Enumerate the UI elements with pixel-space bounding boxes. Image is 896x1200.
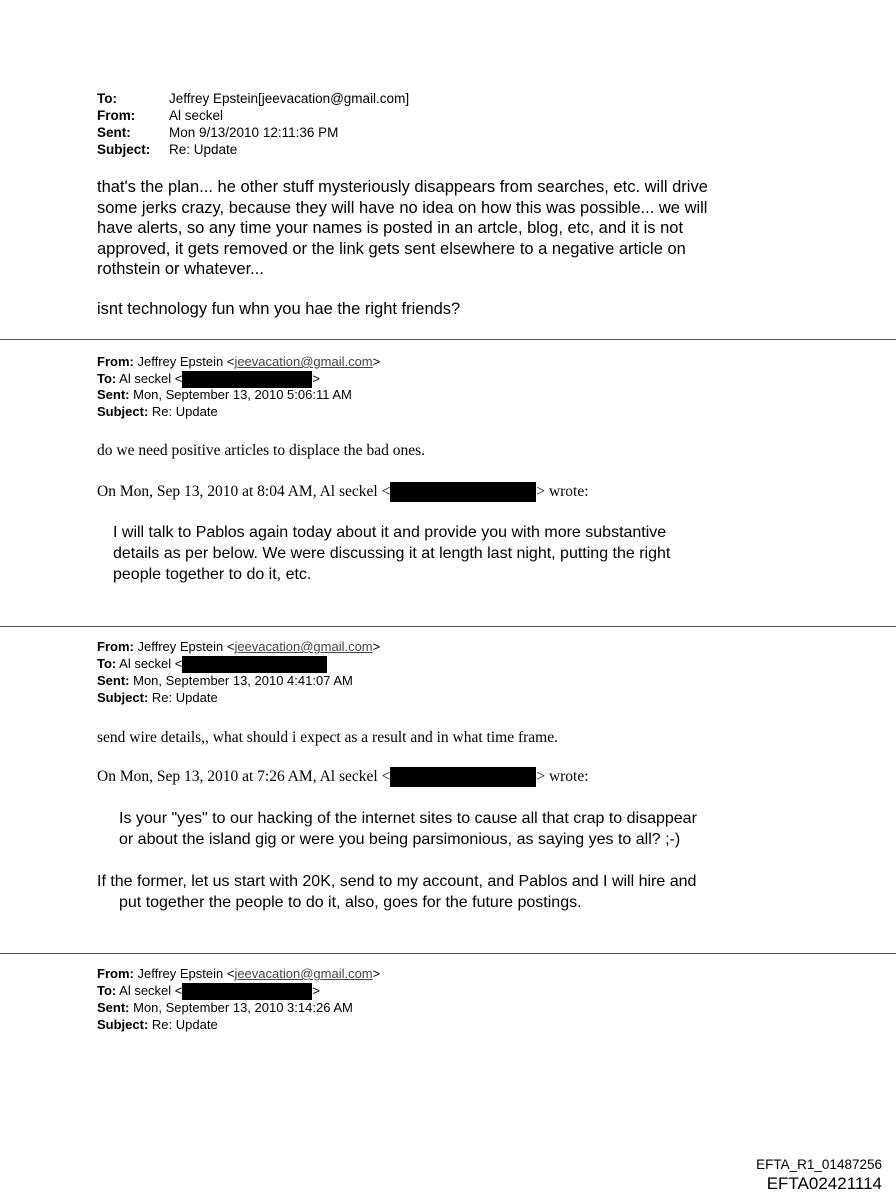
to-value: Jeffrey Epstein[jeevacation@gmail.com] xyxy=(169,91,410,106)
footer-id-1: EFTA_R1_01487256 xyxy=(756,1157,882,1172)
msg3-from-row xyxy=(97,638,380,655)
msg3-to-row xyxy=(97,655,327,673)
sent-value: Mon, September 13, 2010 5:06:11 AM xyxy=(133,387,352,402)
to-label: To: xyxy=(97,983,117,998)
from-name: Jeffrey Epstein < xyxy=(137,354,235,369)
sent-value: Mon, September 13, 2010 4:41:07 AM xyxy=(133,673,353,688)
subject-value: Re: Update xyxy=(151,404,218,419)
para-line: put together the people to do it, also, goes for the future postings. xyxy=(119,894,582,911)
msg3-para xyxy=(97,871,696,913)
from-value: Al seckel xyxy=(169,108,224,123)
quote-line: I will talk to Pablos again today about it and provide you with more substantive xyxy=(113,524,667,541)
divider xyxy=(0,626,896,627)
to-name: Al seckel < xyxy=(119,656,183,671)
msg1-sent-row xyxy=(97,124,338,141)
msg3-body: send wire details,, what should i expect as a result and in what time frame. xyxy=(97,729,558,746)
from-email-link[interactable]: jeevacation@gmail.com xyxy=(234,639,373,654)
wrote-prefix: On Mon, Sep 13, 2010 at 7:26 AM, Al seckel < xyxy=(97,768,391,785)
from-close: > xyxy=(372,966,381,981)
wrote-suffix: > wrote: xyxy=(536,768,589,785)
to-label: To: xyxy=(97,371,117,386)
from-label: From: xyxy=(97,966,134,981)
from-label: From: xyxy=(97,639,134,654)
to-close: > xyxy=(312,371,320,386)
divider xyxy=(0,953,896,954)
to-name: Al seckel < xyxy=(119,983,183,998)
wrote-suffix: > wrote: xyxy=(536,483,589,500)
from-close: > xyxy=(372,639,381,654)
sent-label: Sent: xyxy=(97,1000,130,1015)
msg4-subject-row xyxy=(97,1016,218,1033)
subject-label: Subject: xyxy=(97,404,149,419)
msg2-quote xyxy=(113,522,670,585)
to-name: Al seckel < xyxy=(119,371,183,386)
sent-label: Sent: xyxy=(97,673,130,688)
footer-id-2: EFTA02421114 xyxy=(766,1174,882,1193)
msg1-body xyxy=(97,177,797,280)
subject-label: Subject: xyxy=(97,1017,149,1032)
quote-line: people together to do it, etc. xyxy=(113,566,312,583)
subject-value: Re: Update xyxy=(151,690,218,705)
sent-label: Sent: xyxy=(97,387,130,402)
msg3-quote xyxy=(119,808,697,850)
subject-value: Re: Update xyxy=(169,142,238,157)
msg2-wrote-line xyxy=(97,482,589,502)
msg3-wrote-line xyxy=(97,767,589,787)
to-close: > xyxy=(312,983,320,998)
msg4-to-row xyxy=(97,982,320,1000)
body-line: that's the plan... he other stuff mysteriously disappears from searches, etc. will drive xyxy=(97,178,708,196)
redaction-box xyxy=(390,767,536,787)
redaction-box xyxy=(390,482,536,502)
quote-line: details as per below. We were discussing it at length last night, putting the right xyxy=(113,545,671,562)
wrote-prefix: On Mon, Sep 13, 2010 at 8:04 AM, Al seckel < xyxy=(97,483,391,500)
from-email-link[interactable]: jeevacation@gmail.com xyxy=(234,966,373,981)
subject-label: Subject: xyxy=(97,690,149,705)
msg1-subject-row xyxy=(97,141,237,158)
sent-label: Sent: xyxy=(97,125,131,140)
msg4-from-row xyxy=(97,965,380,982)
msg3-sent-row xyxy=(97,672,353,689)
para-line: If the former, let us start with 20K, send to my account, and Pablos and I will hire and xyxy=(97,873,697,890)
msg2-subject-row xyxy=(97,403,218,420)
redaction-box xyxy=(182,656,327,673)
to-label: To: xyxy=(97,656,117,671)
body-line: some jerks crazy, because they will have no idea on how this was possible... we will xyxy=(97,198,708,217)
from-label: From: xyxy=(97,354,134,369)
subject-label: Subject: xyxy=(97,142,151,157)
from-name: Jeffrey Epstein < xyxy=(137,639,235,654)
body-line: approved, it gets removed or the link gets sent elsewhere to a negative article on xyxy=(97,239,686,258)
body-line: rothstein or whatever... xyxy=(97,260,264,278)
sent-value: Mon, September 13, 2010 3:14:26 AM xyxy=(133,1000,353,1015)
to-label: To: xyxy=(97,91,117,106)
quote-line: Is your "yes" to our hacking of the internet sites to cause all that crap to disappear xyxy=(119,810,697,827)
from-close: > xyxy=(372,354,381,369)
msg1-from-row xyxy=(97,107,223,124)
divider xyxy=(0,339,896,340)
msg3-subject-row xyxy=(97,689,218,706)
msg1-to-row xyxy=(97,90,409,107)
msg4-sent-row xyxy=(97,999,353,1016)
msg2-body: do we need positive articles to displace the bad ones. xyxy=(97,442,425,459)
redaction-box xyxy=(182,983,312,1000)
from-label: From: xyxy=(97,108,136,123)
sent-value: Mon 9/13/2010 12:11:36 PM xyxy=(169,125,339,140)
from-name: Jeffrey Epstein < xyxy=(137,966,235,981)
from-email-link[interactable]: jeevacation@gmail.com xyxy=(234,354,373,369)
subject-value: Re: Update xyxy=(151,1017,218,1032)
msg2-from-row xyxy=(97,353,380,370)
body-line: have alerts, so any time your names is posted in an artcle, blog, etc, and it is not xyxy=(97,219,684,237)
msg1-body-last: isnt technology fun whn you hae the right friends? xyxy=(97,300,461,318)
quote-line: or about the island gig or were you being parsimonious, as saying yes to all? ;-) xyxy=(119,831,681,848)
msg2-sent-row xyxy=(97,386,352,403)
